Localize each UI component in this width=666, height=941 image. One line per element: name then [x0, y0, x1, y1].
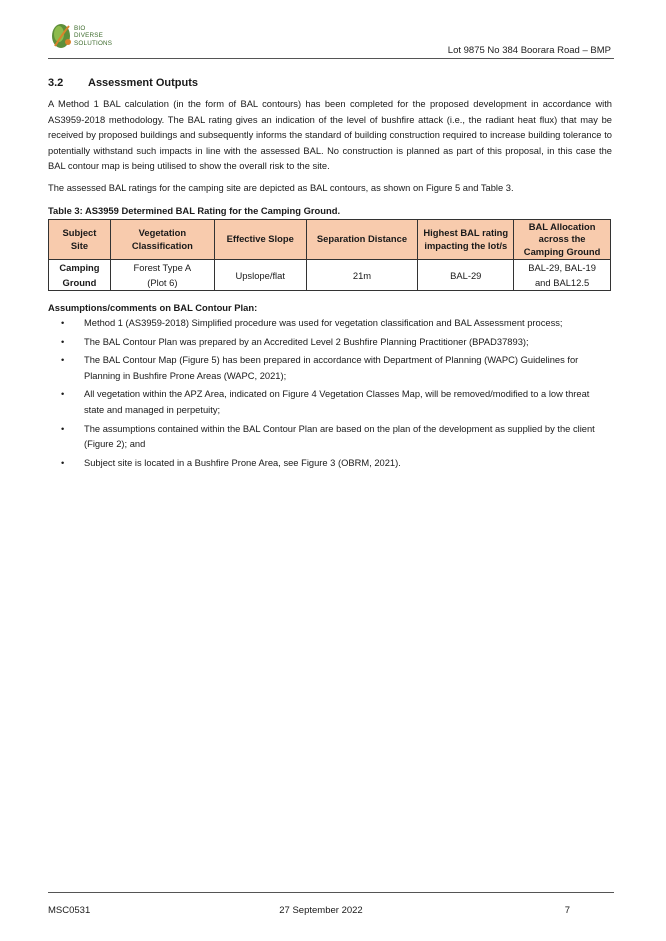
- section-heading: [48, 77, 198, 89]
- page-number: 7: [564, 905, 570, 916]
- section-title: Assessment Outputs: [88, 77, 199, 89]
- bullet-icon: •: [61, 423, 65, 434]
- list-item: • The BAL Contour Map (Figure 5) has been prepared in accordance with Department of Planning (WAPC) Guidelines for Planning in Bushfire Prone Areas (WAPC, 2021);: [61, 355, 579, 381]
- leaf-logo-icon: [50, 22, 74, 50]
- cell-slope: Upslope/flat: [214, 260, 306, 291]
- list-item: • Subject site is located in a Bushfire Prone Area, see Figure 3 (OBRM, 2021).: [48, 456, 612, 472]
- table-row: [49, 260, 611, 291]
- header-vegetation-classification: Vegetation Classification: [110, 220, 214, 260]
- header-divider: [48, 58, 614, 59]
- footer-date: 27 September 2022: [279, 905, 363, 916]
- footer-project-code: MSC0531: [48, 905, 91, 916]
- bullet-icon: •: [61, 336, 65, 347]
- logo-wordmark: BIO DIVERSE SOLUTIONS: [74, 25, 113, 47]
- bullet-icon: •: [61, 355, 65, 366]
- table-header-row: [49, 220, 611, 260]
- list-item: • The assumptions contained within the BAL Contour Plan are based on the plan of the development as supplied by the client (Figure 2); and: [61, 423, 595, 450]
- paragraph-bal-ratings: The assessed BAL ratings for the camping site are depicted as BAL contours, as shown on Figure 5 and Table 3.: [48, 183, 514, 193]
- cell-subject-site: Camping Ground: [49, 260, 111, 291]
- cell-vegetation: Forest Type A (Plot 6): [110, 260, 214, 291]
- table-caption: Table 3: AS3959 Determined BAL Rating for the Camping Ground.: [48, 205, 341, 216]
- header-subject-site: Subject Site: [49, 220, 111, 260]
- company-logo: [50, 22, 120, 52]
- cell-highest-bal: BAL-29: [418, 260, 514, 291]
- list-item: • The BAL Contour Plan was prepared by an Accredited Level 2 Bushfire Planning Practitioner (BPAD37893);: [48, 335, 612, 351]
- header-separation-distance: Separation Distance: [306, 220, 418, 260]
- assumptions-heading: Assumptions/comments on BAL Contour Plan:: [48, 302, 258, 313]
- cell-distance: 21m: [306, 260, 418, 291]
- assumptions-list: [48, 316, 612, 474]
- bal-rating-table: [48, 219, 611, 291]
- bullet-icon: •: [61, 457, 65, 468]
- paragraph-bal-calculation: A Method 1 BAL calculation (in the form of BAL contours) has been completed for the proposed development in accordance with AS3959-2018 methodology. The BAL rating gives an indication of the level of bushfire attack (i.e., the radiant heat flux) that may be received by proposed buildings and subsequently informs the standard of building construction required to increase building tolerance to potentially withstand such impacts in line with the assessed BAL. No construction is planned as part of this proposal, in this case the BAL contour map is being utilised to show the overall risk to the site.: [48, 99, 612, 172]
- document-reference: Lot 9875 No 384 Boorara Road – BMP: [447, 45, 611, 56]
- footer-divider: [48, 892, 614, 893]
- list-item: • All vegetation within the APZ Area, indicated on Figure 4 Vegetation Classes Map, will be removed/modified to a low threat state and managed in perpetuity;: [61, 389, 590, 415]
- header-bal-allocation: BAL Allocation across the Camping Ground: [514, 220, 611, 260]
- header-highest-bal: Highest BAL rating impacting the lot/s: [418, 220, 514, 260]
- list-item: • Method 1 (AS3959-2018) Simplified procedure was used for vegetation classification and BAL Assessment process;: [48, 316, 612, 332]
- header-effective-slope: Effective Slope: [214, 220, 306, 260]
- bullet-icon: •: [61, 318, 65, 328]
- cell-bal-allocation: BAL-29, BAL-19 and BAL12.5: [514, 260, 611, 291]
- section-number: 3.2: [48, 77, 64, 89]
- bullet-icon: •: [61, 389, 65, 400]
